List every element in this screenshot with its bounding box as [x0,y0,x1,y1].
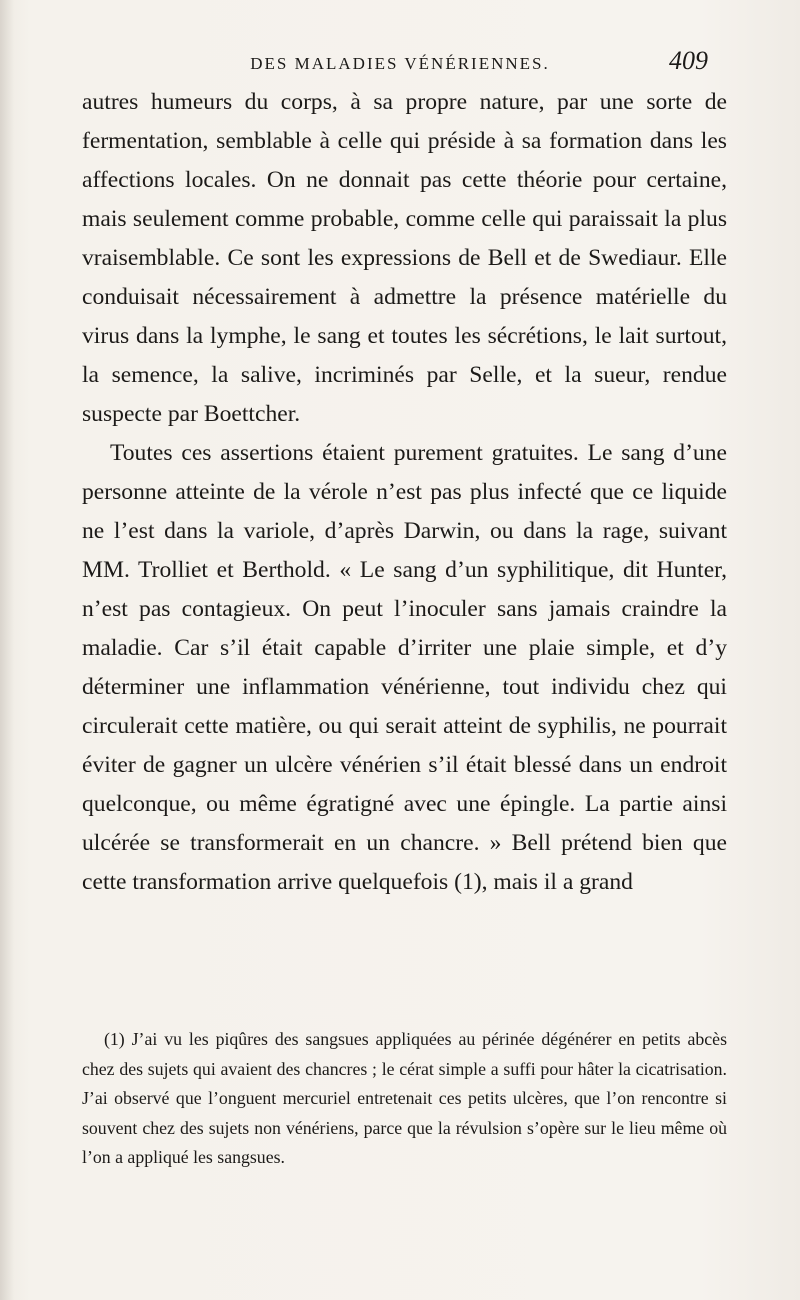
paragraph-1: autres humeurs du corps, à sa propre nature, par une sorte de fermentation, semblable à celle qui préside à sa formation dans les affections locales. On ne donnait pas cette théorie pour certaine, mais seulement comme probable, comme celle qui paraissait la plus vraisemblable. Ce sont les expressions de Bell et de Swediaur. Elle conduisait nécessairement à admettre la présence matérielle du virus dans la lymphe, le sang et toutes les sécrétions, le lait surtout, la semence, la salive, incriminés par Selle, et la sueur, rendue suspecte par Boettcher. [82,89,727,427]
footnote: (1) J’ai vu les piqûres des sangsues appliquées au périnée dégénérer en petits abcès chez des sujets qui avaient des chancres ; le cérat simple a suffi pour hâter la cicatrisation. J’ai observé que l’onguent mercuriel entretenait ces petits ulcères, que l’on rencontre si souvent chez des sujets non vénériens, parce que la révulsion s’opère sur le lieu même où l’on a appliqué les sangsues. [82,1029,727,1167]
binding-shadow [0,0,14,1300]
page-number: 409 [669,46,708,75]
page-header [80,46,720,82]
main-text [82,83,727,902]
paragraph-2: Toutes ces assertions étaient purement gratuites. Le sang d’une personne atteinte de la vérole n’est pas plus infecté que ce liquide ne l’est dans la variole, d’après Darwin, ou dans la rage, suivant MM. Trolliet et Berthold. « Le sang d’un syphilitique, dit Hunter, n’est pas contagieux. On peut l’inoculer sans jamais craindre la maladie. Car s’il était capable d’irriter une plaie simple, et d’y déterminer une inflammation vénérienne, tout individu chez qui circulerait cette matière, ou qui serait atteint de syphilis, ne pourrait éviter de gagner un ulcère vénérien s’il était blessé dans un endroit quelconque, ou même égratigné avec une épingle. La partie ainsi ulcérée se transformerait en un chancre. » Bell prétend bien que cette transformation arrive quelquefois (1), mais il a grand [82,440,727,895]
running-head: DES MALADIES VÉNÉRIENNES. [250,54,550,73]
